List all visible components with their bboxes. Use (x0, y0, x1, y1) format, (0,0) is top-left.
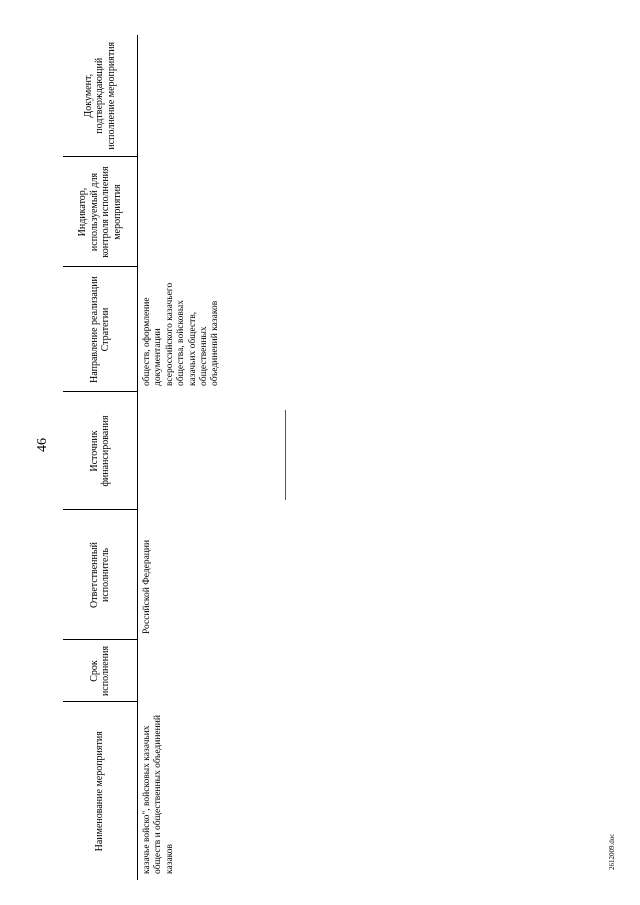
header-indicator: Индикатор, используемый для контроля исполнения мероприятия (63, 157, 138, 267)
header-term: Срок исполнения (63, 640, 138, 702)
header-document: Документ, подтверждающий исполнение мероприятия (63, 35, 138, 157)
activities-table (63, 35, 222, 880)
header-activity-name: Наименование мероприятия (63, 702, 138, 880)
cell-activity-name: казачье войско", войсковых казачьих обществ и общественных объединений казаков (142, 715, 175, 874)
cell-term (138, 640, 222, 702)
cell-executor: Российской Федерации (142, 539, 152, 634)
cell-funding (138, 392, 222, 510)
cell-document (138, 35, 222, 157)
header-direction: Направление реализации Стратегии (63, 267, 138, 392)
page-number: 46 (35, 438, 50, 452)
footer-filename: 2612009.doc (608, 833, 616, 870)
header-executor: Ответственный исполнитель (63, 510, 138, 640)
rotated-page (35, 10, 605, 880)
cell-indicator (138, 157, 222, 267)
table-header-row (63, 35, 138, 880)
header-funding: Источник финансирования (63, 392, 138, 510)
cell-direction: обществ, оформление документации всероссийского казачьего общества, войсковых казачьих обществ, общественных объединений казаков (142, 282, 221, 386)
dash-line (285, 410, 286, 500)
table-row (138, 35, 222, 880)
